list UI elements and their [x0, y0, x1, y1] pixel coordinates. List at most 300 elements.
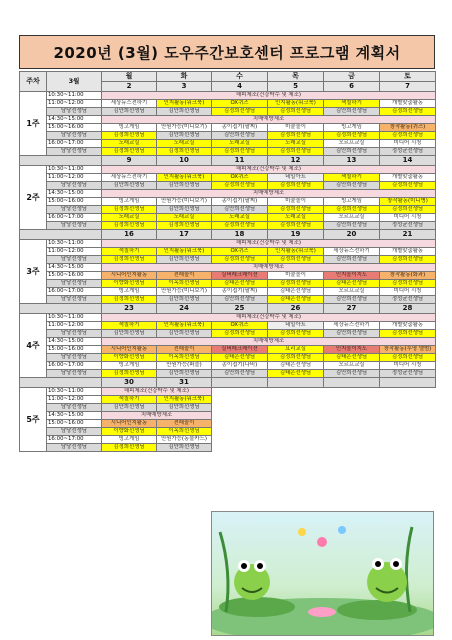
date-cell: 21	[380, 230, 436, 240]
date-cell: 23	[102, 304, 157, 314]
program-cell: 김정희선생님	[324, 206, 380, 214]
table-row	[20, 288, 436, 296]
program-cell: 김정희선생님	[380, 330, 436, 338]
table-row	[20, 272, 436, 280]
program-cell: 네일아트	[268, 322, 324, 330]
program-cell: 김안희선생님	[102, 404, 157, 412]
table-row	[20, 214, 436, 222]
time-cell: 10:30~11:00	[47, 388, 102, 396]
table-row	[20, 132, 436, 140]
program-cell: 김안희선생님	[324, 330, 380, 338]
program-cell: 김정희선생님	[102, 222, 157, 230]
table-row	[20, 240, 436, 248]
time-cell: 14:30~15:00	[47, 116, 102, 124]
program-cell: 정성균선생님	[380, 296, 436, 304]
program-cell: 요리교실	[268, 346, 324, 354]
program-cell: 인지활동(워크북)	[157, 396, 212, 404]
day-header: 금	[324, 72, 380, 82]
program-cell: 전래놀이	[157, 346, 212, 354]
table-row	[20, 198, 436, 206]
program-cell: 색칠하기	[324, 100, 380, 108]
program-span-cell: 치매예방체조	[102, 412, 212, 420]
program-cell: 김안희선생님	[102, 330, 157, 338]
table-row	[20, 256, 436, 264]
table-row	[20, 396, 436, 404]
program-cell: 만원가능(미니보기)	[157, 124, 212, 132]
program-cell: 김안희선생님	[157, 206, 212, 214]
date-cell: 28	[380, 304, 436, 314]
program-cell: OX퀴즈	[212, 322, 268, 330]
time-cell: 담당선생님	[47, 444, 102, 452]
week-label: 5주	[20, 388, 47, 452]
table-row	[20, 206, 436, 214]
program-cell: 김정희선생님	[102, 256, 157, 264]
program-cell: 이옥희선생님	[157, 428, 212, 436]
table-row	[20, 116, 436, 124]
program-cell: 만원가능(미니보기)	[157, 288, 212, 296]
date-cell: 11	[212, 156, 268, 166]
program-cell: 개별맞춤활동	[380, 322, 436, 330]
program-cell: 김안희선생님	[102, 182, 157, 190]
program-cell: 김정희선생님	[212, 222, 268, 230]
program-cell: 종이접기(팔찌)	[212, 124, 268, 132]
program-cell: 오르프교실	[324, 288, 380, 296]
program-cell: 이향화선생님	[102, 428, 157, 436]
program-cell: 미술놀이	[268, 272, 324, 280]
program-cell: 김안희선생님	[157, 444, 212, 452]
program-span-cell: 치매예방체조	[102, 264, 436, 272]
time-cell: 담당선생님	[47, 354, 102, 362]
program-cell: 세상뉴스전하기	[102, 100, 157, 108]
date-cell	[268, 378, 324, 388]
program-cell: 김안희선생님	[102, 108, 157, 116]
week-dates-row	[20, 230, 436, 240]
date-cell	[324, 378, 380, 388]
date-cell: 27	[324, 304, 380, 314]
day-header: 수	[212, 72, 268, 82]
program-span-cell: 해피체조(건강박수 및 체조)	[102, 166, 436, 174]
program-cell: 김안희선생님	[157, 370, 212, 378]
program-cell: 김정희선생님	[268, 108, 324, 116]
frog-pond-illustration	[211, 511, 434, 636]
program-cell: 김정희선생님	[268, 280, 324, 288]
program-cell: 이옥희선생님	[157, 280, 212, 288]
table-row	[20, 296, 436, 304]
time-cell: 15:00~16:00	[47, 124, 102, 132]
date-spacer	[20, 304, 102, 314]
table-row	[20, 330, 436, 338]
program-cell: 김정희선생님	[102, 132, 157, 140]
table-row	[20, 412, 436, 420]
table-row	[20, 370, 436, 378]
program-cell: 김태은선생님	[268, 362, 324, 370]
table-row	[20, 248, 436, 256]
table-row	[20, 124, 436, 132]
program-cell: 인지활동(워크북)	[157, 100, 212, 108]
program-cell: 전래놀이	[157, 420, 212, 428]
time-cell: 11:00~12:00	[47, 248, 102, 256]
month-header: 3월	[47, 72, 102, 92]
program-cell: 인지활동(워크북)	[157, 248, 212, 256]
program-cell: 빙고게임	[102, 124, 157, 132]
program-cell: 만원가능(동물카드)	[157, 436, 212, 444]
program-cell: 정성균선생님	[380, 222, 436, 230]
program-cell: 미디어 시청	[380, 140, 436, 148]
week-dates-row	[20, 378, 436, 388]
time-cell: 담당선생님	[47, 108, 102, 116]
date-header: 3	[157, 82, 212, 92]
program-cell: 김정희선생님	[157, 222, 212, 230]
week-label: 4주	[20, 314, 47, 378]
program-cell: 인지활동(워크북)	[268, 248, 324, 256]
program-cell: 김정희선생님	[380, 132, 436, 140]
date-cell	[380, 378, 436, 388]
program-cell: 정성균선생님	[380, 148, 436, 156]
table-row	[20, 404, 436, 412]
program-cell: 미술놀이	[268, 198, 324, 206]
program-cell: 김정희선생님	[102, 296, 157, 304]
time-cell: 14:30~15:00	[47, 190, 102, 198]
date-cell: 17	[157, 230, 212, 240]
program-cell: 김안희선생님	[157, 404, 212, 412]
program-cell: 세상뉴스전하기	[324, 248, 380, 256]
program-cell: 김정희선생님	[102, 370, 157, 378]
date-cell: 12	[268, 156, 324, 166]
date-header: 2	[102, 82, 157, 92]
program-cell: 만원가능(퍼즐)	[157, 362, 212, 370]
program-cell: 색칠하기	[324, 174, 380, 182]
date-cell: 26	[268, 304, 324, 314]
date-header: 6	[324, 82, 380, 92]
table-row	[20, 338, 436, 346]
program-cell: 오르프교실	[324, 214, 380, 222]
blank-cell	[212, 444, 436, 452]
program-cell: 오르프교실	[324, 140, 380, 148]
program-cell: 정성균선생님	[380, 370, 436, 378]
table-row	[20, 354, 436, 362]
program-cell: 이향화선생님	[102, 280, 157, 288]
program-cell: 김안희선생님	[212, 296, 268, 304]
date-spacer	[20, 230, 102, 240]
program-cell: 김정희선생님	[268, 148, 324, 156]
program-cell: 미디어 시청	[380, 288, 436, 296]
program-cell: 빙고게임	[102, 198, 157, 206]
program-cell: 김태은선생님	[268, 288, 324, 296]
time-cell: 담당선생님	[47, 370, 102, 378]
program-cell: 김정희선생님	[268, 132, 324, 140]
time-cell: 11:00~12:00	[47, 174, 102, 182]
program-cell: 창작활동(퀴즈)	[380, 124, 436, 132]
program-cell: 개별맞춤활동	[380, 174, 436, 182]
program-cell: 빙고게임	[324, 124, 380, 132]
table-row	[20, 428, 436, 436]
program-cell: 개별맞춤활동	[380, 100, 436, 108]
program-cell: 빙고게임	[102, 362, 157, 370]
blank-cell	[212, 404, 436, 412]
time-cell: 14:30~15:00	[47, 412, 102, 420]
date-cell: 18	[212, 230, 268, 240]
time-cell: 10:30~11:00	[47, 240, 102, 248]
program-cell: 인지놀이지도	[324, 272, 380, 280]
table-row	[20, 190, 436, 198]
date-cell: 20	[324, 230, 380, 240]
program-cell: 인지놀이지도	[324, 346, 380, 354]
program-cell: 김안희선생님	[324, 222, 380, 230]
program-cell: 시니어인지활동	[102, 420, 157, 428]
table-row	[20, 140, 436, 148]
program-cell: OX퀴즈	[212, 174, 268, 182]
table-row	[20, 362, 436, 370]
program-cell: 개별맞춤활동	[380, 248, 436, 256]
week-label: 2주	[20, 166, 47, 230]
program-cell: 김안희선생님	[157, 132, 212, 140]
program-cell: 김정희선생님	[380, 108, 436, 116]
program-cell: 김태은선생님	[212, 354, 268, 362]
date-cell: 31	[157, 378, 212, 388]
program-cell: 김정희선생님	[157, 148, 212, 156]
program-cell: 김정희선생님	[380, 354, 436, 362]
program-cell: 김정희선생님	[268, 354, 324, 362]
blank-cell	[212, 420, 436, 428]
date-cell: 13	[324, 156, 380, 166]
table-row	[20, 314, 436, 322]
time-cell: 14:30~15:00	[47, 338, 102, 346]
program-cell: 노래교실	[157, 140, 212, 148]
program-cell: 오르프교실	[324, 362, 380, 370]
program-cell: 김태은선생님	[324, 280, 380, 288]
program-cell: 김정희선생님	[212, 256, 268, 264]
week-header: 주차	[20, 72, 47, 92]
program-cell: 김안희선생님	[212, 206, 268, 214]
program-cell: 김정희선생님	[212, 182, 268, 190]
time-cell: 16:00~17:00	[47, 362, 102, 370]
table-row	[20, 444, 436, 452]
program-cell: 색칠하기	[102, 322, 157, 330]
program-cell: 종이접기(나비)	[212, 362, 268, 370]
time-cell: 담당선생님	[47, 330, 102, 338]
program-cell: 김정희선생님	[380, 280, 436, 288]
program-cell: 김정희선생님	[212, 148, 268, 156]
table-row	[20, 388, 436, 396]
page-title: 2020년 (3월) 도우주간보호센터 프로그램 계획서	[19, 35, 435, 69]
program-cell: 김정희선생님	[268, 256, 324, 264]
program-cell: 노래교실	[212, 140, 268, 148]
program-cell: 김안희선생님	[324, 370, 380, 378]
program-cell: 김정희선생님	[380, 182, 436, 190]
program-cell: 창작활동(투명 앨범)	[380, 346, 436, 354]
time-cell: 담당선생님	[47, 222, 102, 230]
time-cell: 14:30~15:00	[47, 264, 102, 272]
program-cell: 시니어인지활동	[102, 346, 157, 354]
program-cell: 실버레크레이션	[212, 346, 268, 354]
program-cell: 김안희선생님	[157, 182, 212, 190]
program-cell: 김정희선생님	[324, 132, 380, 140]
time-cell: 담당선생님	[47, 280, 102, 288]
day-header: 목	[268, 72, 324, 82]
table-row	[20, 100, 436, 108]
program-cell: 김안희선생님	[157, 108, 212, 116]
time-cell: 담당선생님	[47, 404, 102, 412]
program-cell: 이옥희선생님	[157, 354, 212, 362]
date-cell: 24	[157, 304, 212, 314]
table-row	[20, 108, 436, 116]
table-row	[20, 92, 436, 100]
time-cell: 11:00~12:00	[47, 396, 102, 404]
program-cell: 종이접기(팔찌)	[212, 198, 268, 206]
program-cell: OX퀴즈	[212, 100, 268, 108]
date-cell: 9	[102, 156, 157, 166]
time-cell: 16:00~17:00	[47, 288, 102, 296]
program-cell: 미디어 시청	[380, 214, 436, 222]
program-cell: 빙고게임	[102, 436, 157, 444]
day-header: 화	[157, 72, 212, 82]
program-span-cell: 치매예방체조	[102, 116, 436, 124]
program-cell: 미술놀이	[268, 124, 324, 132]
table-row	[20, 436, 436, 444]
table-row	[20, 174, 436, 182]
table-row	[20, 420, 436, 428]
program-cell: 인지활동(워크북)	[157, 322, 212, 330]
time-cell: 11:00~12:00	[47, 322, 102, 330]
time-cell: 담당선생님	[47, 256, 102, 264]
program-cell: 김정희선생님	[102, 206, 157, 214]
time-cell: 16:00~17:00	[47, 436, 102, 444]
program-cell: 노래교실	[268, 140, 324, 148]
program-cell: 빙고게임	[324, 198, 380, 206]
program-cell: 김태은선생님	[268, 370, 324, 378]
program-cell: 인지활동(워크북)	[268, 100, 324, 108]
program-cell: 김안희선생님	[324, 296, 380, 304]
program-cell: 김안희선생님	[212, 370, 268, 378]
time-cell: 10:30~11:00	[47, 166, 102, 174]
program-cell: 김정희선생님	[380, 206, 436, 214]
date-header: 5	[268, 82, 324, 92]
program-cell: 김정희선생님	[380, 256, 436, 264]
date-header: 4	[212, 82, 268, 92]
date-header: 7	[380, 82, 436, 92]
program-cell: 창작활동(미니병)	[380, 198, 436, 206]
time-cell: 담당선생님	[47, 132, 102, 140]
program-cell: 세상뉴스전하기	[324, 322, 380, 330]
date-spacer	[20, 378, 102, 388]
program-cell: 빙고게임	[102, 288, 157, 296]
program-span-cell: 해피체조(건강박수 및 체조)	[102, 92, 436, 100]
time-cell: 15:00~16:00	[47, 272, 102, 280]
date-cell: 10	[157, 156, 212, 166]
program-cell: 세상뉴스전하기	[102, 174, 157, 182]
program-cell: 김태은선생님	[212, 280, 268, 288]
day-header: 월	[102, 72, 157, 82]
week-label: 1주	[20, 92, 47, 156]
week-label: 3주	[20, 240, 47, 304]
program-cell: 창작활동(화과)	[380, 272, 436, 280]
time-cell: 15:00~16:00	[47, 420, 102, 428]
program-cell: 김정희선생님	[212, 330, 268, 338]
time-cell: 10:30~11:00	[47, 92, 102, 100]
program-cell: 노래교실	[157, 214, 212, 222]
table-row	[20, 280, 436, 288]
program-cell: 김정희선생님	[268, 330, 324, 338]
time-cell: 11:00~12:00	[47, 100, 102, 108]
table-row	[20, 182, 436, 190]
header-row	[20, 72, 436, 82]
table-row	[20, 346, 436, 354]
program-cell: 김안희선생님	[157, 330, 212, 338]
time-cell: 담당선생님	[47, 182, 102, 190]
table-row	[20, 322, 436, 330]
blank-cell	[212, 412, 436, 420]
program-cell: 김안희선생님	[324, 182, 380, 190]
program-cell: 색칠하기	[102, 248, 157, 256]
date-cell: 30	[102, 378, 157, 388]
date-cell: 14	[380, 156, 436, 166]
program-cell: 미디어 시청	[380, 362, 436, 370]
table-row	[20, 222, 436, 230]
program-cell: OX퀴즈	[212, 248, 268, 256]
program-cell: 종이접기(팔찌)	[212, 288, 268, 296]
date-cell: 16	[102, 230, 157, 240]
program-cell: 김정희선생님	[212, 108, 268, 116]
program-cell: 김태은선생님	[324, 354, 380, 362]
program-cell: 색칠하기	[102, 396, 157, 404]
program-span-cell: 해피체조(건강박수 및 체조)	[102, 240, 436, 248]
program-cell: 실버레크레이션	[212, 272, 268, 280]
time-cell: 담당선생님	[47, 428, 102, 436]
program-span-cell: 치매예방체조	[102, 190, 436, 198]
time-cell: 담당선생님	[47, 296, 102, 304]
program-span-cell: 해피체조(건강박수 및 체조)	[102, 388, 212, 396]
table-row	[20, 264, 436, 272]
program-cell: 만원가능(미니보기)	[157, 198, 212, 206]
date-cell: 19	[268, 230, 324, 240]
program-cell: 김정희선생님	[268, 222, 324, 230]
time-cell: 15:00~16:00	[47, 198, 102, 206]
week-dates-row	[20, 156, 436, 166]
blank-cell	[212, 388, 436, 396]
date-cell: 25	[212, 304, 268, 314]
program-cell: 전래놀이	[157, 272, 212, 280]
program-cell: 김안희선생님	[157, 296, 212, 304]
program-cell: 네일아트	[268, 174, 324, 182]
program-cell: 김안희선생님	[157, 256, 212, 264]
date-spacer	[20, 156, 102, 166]
program-cell: 노래교실	[102, 214, 157, 222]
time-cell: 15:00~16:00	[47, 346, 102, 354]
program-cell: 시니어인지활동	[102, 272, 157, 280]
program-cell: 노래교실	[212, 214, 268, 222]
program-cell: 김안희선생님	[324, 148, 380, 156]
time-cell: 담당선생님	[47, 206, 102, 214]
program-span-cell: 치매예방체조	[102, 338, 436, 346]
table-row	[20, 148, 436, 156]
program-cell: 인지활동(워크북)	[157, 174, 212, 182]
time-cell: 16:00~17:00	[47, 214, 102, 222]
blank-cell	[212, 436, 436, 444]
program-cell: 김정희선생님	[268, 206, 324, 214]
day-header: 토	[380, 72, 436, 82]
program-cell: 김안희선생님	[324, 256, 380, 264]
program-span-cell: 해피체조(건강박수 및 체조)	[102, 314, 436, 322]
program-cell: 김정희선생님	[268, 182, 324, 190]
program-cell: 이향화선생님	[102, 354, 157, 362]
time-cell: 16:00~17:00	[47, 140, 102, 148]
date-cell	[212, 378, 268, 388]
program-cell: 김안희선생님	[324, 108, 380, 116]
time-cell: 10:30~11:00	[47, 314, 102, 322]
program-cell: 김태은선생님	[268, 296, 324, 304]
program-cell: 노래교실	[268, 214, 324, 222]
table-row	[20, 166, 436, 174]
